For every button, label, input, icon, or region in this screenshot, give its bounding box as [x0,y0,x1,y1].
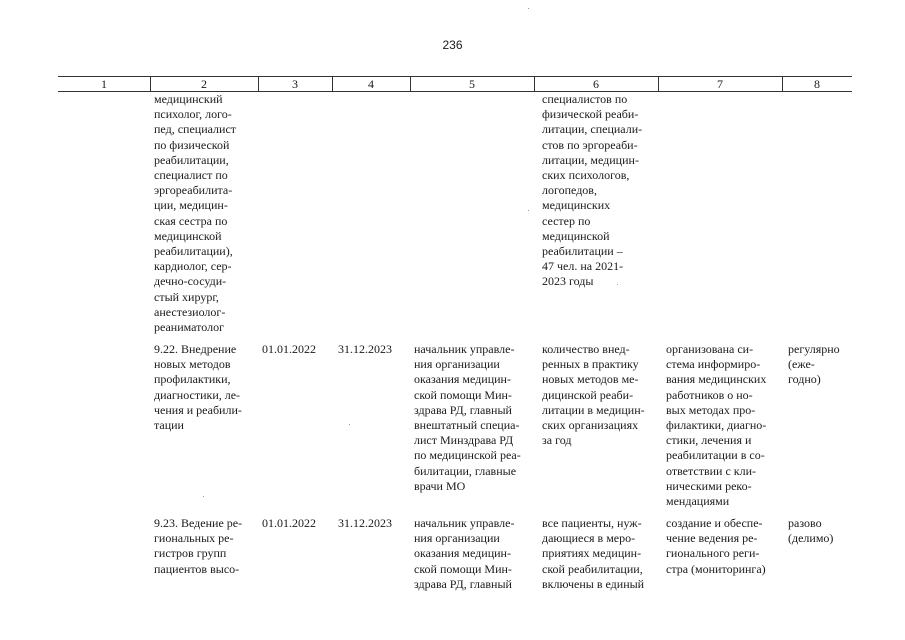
row-9-23-responsible: начальник управле- ния организации оказания медицин- ской помощи Мин- здрава РД, главный [414,516,515,591]
scan-speck [617,284,618,285]
row-9-22-indicator: количество внед- ренных в практику новых методов ме- дицинской реаби- литации в медицин- ских организациях за год [542,342,645,448]
row-9-22-end-date: 31.12.2023 [338,342,392,356]
header-col-4: 4 [368,77,374,91]
row-9-22-result: организована си- стема информиро- вания медицинских работников о но- вых методах про- филактики, диагно- стики, лечения и реабилитации в со- ответствии с кли- ническими реко- мендациями [666,342,767,509]
row-9-23-end-date: 31.12.2023 [338,516,392,530]
table-header-row [58,76,852,92]
header-col-6: 6 [593,77,599,91]
scan-speck [203,496,204,497]
row-9-22-start-date: 01.01.2022 [262,342,316,356]
header-col-3: 3 [292,77,298,91]
row-9-23-result: создание и обеспе- чение ведения ре- гионального реги- стра (мониторинга) [666,516,766,576]
row-9-23-indicator: все пациенты, нуж- дающиеся в меро- приятиях медицин- ской реабилитации, включены в единый [542,516,645,591]
header-col-2: 2 [201,77,207,91]
row-continued-col2: медицинский психолог, лого- пед, специалист по физической реабилитации, специалист по эргореабилита- ции, медицин- ская сестра по медицинской реабилитации), кардиолог, сер- дечно-сосуди- стый хирург, анестезиолог- реаниматолог [154,92,237,335]
header-col-7: 7 [717,77,723,91]
row-9-23-start-date: 01.01.2022 [262,516,316,530]
scan-speck [528,8,529,9]
scan-speck [349,424,350,425]
row-9-22-frequency: регулярно (еже- годно) [788,342,840,387]
page-number: 236 [442,38,463,52]
row-9-23-action: 9.23. Ведение ре- гиональных ре- гистров групп пациентов высо- [154,516,243,576]
scan-speck [528,210,529,211]
header-col-1: 1 [101,77,107,91]
row-continued-col6: специалистов по физической реаби- литации, специали- стов по эргореаби- литации, медицин- ских психологов, логопедов, медицинских сестер по медицинской реабилитации – 47 чел. на 2021- 2023 годы [542,92,643,289]
row-9-22-responsible: начальник управле- ния организации оказания медицин- ской помощи Мин- здрава РД, главный внештатный специа- лист Минздрава РД по медицинской реа- билитации, главные врачи МО [414,342,521,493]
header-col-8: 8 [814,77,820,91]
row-9-23-frequency: разово (делимо) [788,516,834,546]
row-9-22-action: 9.22. Внедрение новых методов профилактики, диагностики, ле- чения и реабили- тации [154,342,242,433]
header-col-5: 5 [469,77,475,91]
